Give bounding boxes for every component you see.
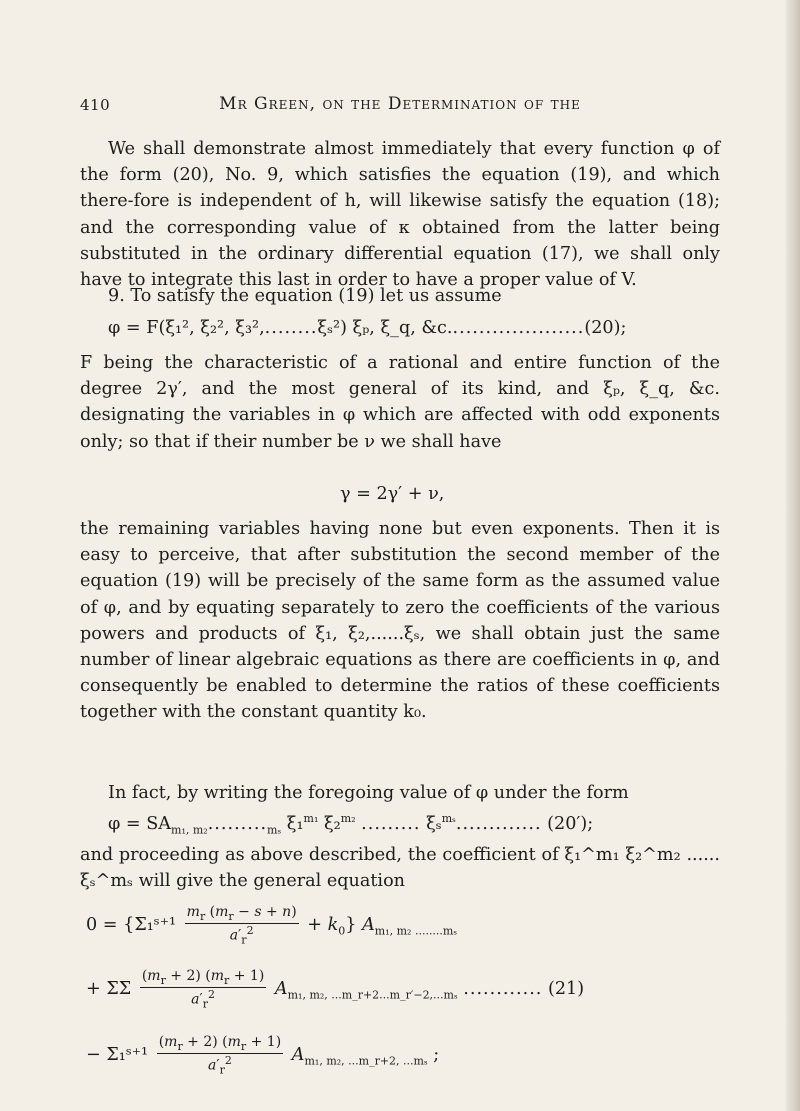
paragraph-5: and proceeding as above described, the coefficient of ξ₁^m₁ ξ₂^m₂ ...... ξₛ^mₛ will give the general equation — [80, 845, 720, 892]
paragraph-3: the remaining variables having none but even exponents. Then it is easy to perceive, that after substitution the second member of the equation (19) will be precisely of the same form as the assumed value of φ, and by equating separately to zero the coefficients of the various powers and products of ξ₁, ξ₂,......ξₛ, we shall obtain just the same number of linear algebraic equations as there are coefficients in φ, and consequently be enabled to determine the ratios of these coefficients together with the constant quantity k₀. — [80, 519, 720, 723]
equation-20: φ = F(ξ₁², ξ₂², ξ₃²,........ξₛ²) ξₚ, ξ_q, &c.....................(20); — [108, 318, 627, 338]
body-text-top — [80, 136, 720, 293]
page-number: 410 — [80, 96, 111, 114]
equation-20-prime: $\varphi = SA_{m_1, m_2}........._{m_s}$ ξ₁$^{m_1}$ ξ₂$^{m_2}$ ......... ξₛ$^{m_s}$............. (20′); — [108, 812, 594, 837]
eq20-label: (20); — [584, 318, 627, 338]
running-title: Mr Green, on the Determination of the — [219, 94, 581, 114]
body-text-para5 — [80, 842, 720, 894]
eq21-fraction-3: $\frac{(m_r + 2) (m_r + 1)}{a'_r^2}$ — [158, 1034, 282, 1077]
equation-21-line-3: − Σ₁ˢ⁺¹ $\frac{(m_r + 2) (m_r + 1)}{a'_r^2}$ $A_{m_1, m_2, ...m\_r+2, ...m_s}$ ; — [86, 1034, 440, 1077]
book-spine-shadow — [786, 0, 800, 1111]
eq21-label: (21) — [548, 979, 585, 1000]
paragraph-4: In fact, by writing the foregoing value of φ under the form — [108, 783, 629, 803]
eq20-rhs: ξₛ²) ξₚ, ξ_q, &c. — [317, 318, 453, 338]
eq21-line3: − Σ₁ˢ⁺¹ — [86, 1045, 149, 1066]
eq21-fraction-1: $\frac{m_r (m_r - s + n)}{a'_r^2}$ — [186, 904, 297, 947]
paragraph-1: We shall demonstrate almost immediately that every function φ of the form (20), No. 9, which satisfies the equation (19), and which there-fore is independent of h, will likewise satisfy the equation (18); and the corresponding value of κ obtained from the latter being substituted in the ordinary differential equation (17), we shall only have to integrate this last in order to have a proper value of V. — [80, 139, 720, 291]
eq21-line2: + ΣΣ — [86, 979, 132, 1000]
running-head — [80, 94, 720, 118]
equation-gamma: γ = 2γ′ + ν, — [340, 484, 445, 504]
eq20p-text: φ = SA — [108, 813, 172, 834]
body-text-para4 — [80, 780, 720, 806]
equation-21-line-2: + ΣΣ $\frac{(m_r + 2) (m_r + 1)}{a'_r^2}$ $A_{m_1, m_2, ...m\_r+2...m\_r'-2,...m_s}$ ............ (21) — [86, 968, 585, 1011]
body-text-lower — [80, 516, 720, 726]
section-heading-9: 9. To satisfy the equation (19) let us assume — [108, 286, 502, 306]
eq20-lhs: φ = F(ξ₁², ξ₂², ξ₃², — [108, 318, 265, 338]
eq20p-label: (20′); — [547, 813, 594, 834]
paragraph-2: F being the characteristic of a rational and entire function of the degree 2γ′, and the most general of its kind, and ξₚ, ξ_q, &c. designating the variables in φ which are affected with odd exponents only; so that if their number be ν we shall have — [80, 353, 720, 452]
body-text-mid — [80, 350, 720, 455]
equation-21-line-1: 0 = {Σ₁ˢ⁺¹ $\frac{m_r (m_r - s + n)}{a'_r^2}$ + $k_0$} $A_{m_1, m_2 ........m_s}$ — [86, 904, 458, 947]
eq21-line1: 0 = {Σ₁ˢ⁺¹ — [86, 915, 177, 936]
eq21-fraction-2: $\frac{(m_r + 2) (m_r + 1)}{a'_r^2}$ — [141, 968, 265, 1011]
